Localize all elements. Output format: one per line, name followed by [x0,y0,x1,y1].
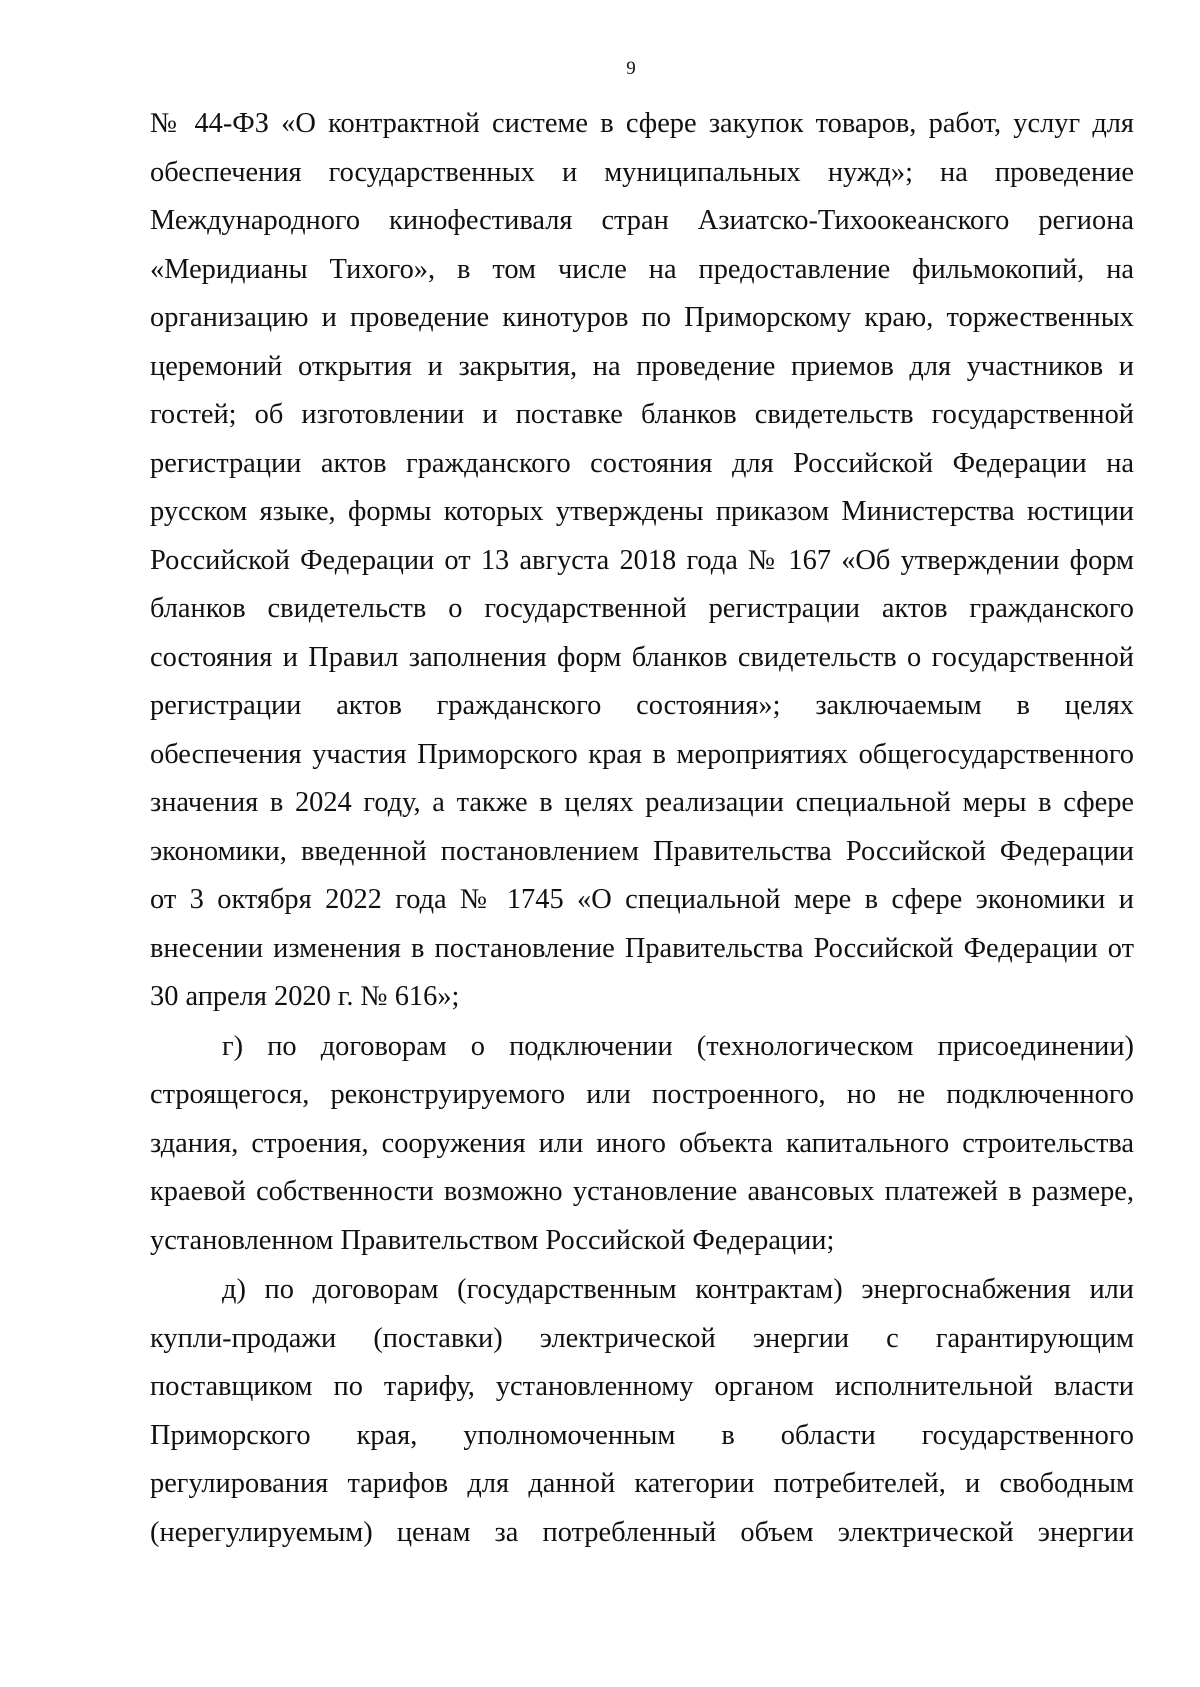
body-text [150,100,1134,1557]
text-line: экономики, введенной постановлением Правительства Российской Федерации [150,835,1134,867]
text-line: купли-продажи (поставки) электрической энергии с гарантирующим [150,1322,1134,1354]
text-line: № 44-ФЗ «О контрактной системе в сфере закупок товаров, работ, услуг для [150,108,1134,139]
text-line: русском языке, формы которых утверждены приказом Министерства юстиции [150,496,1134,527]
text-line: установленном Правительством Российской Федерации; [150,1224,835,1256]
text-line: обеспечения государственных и муниципальных нужд»; на проведение [150,156,1134,188]
text-line: Международного кинофестиваля стран Азиатско-Тихоокеанского региона [150,205,1134,236]
text-line: строящегося, реконструируемого или построенного, но не подключенного [150,1079,1134,1110]
text-line: организацию и проведение кинотуров по Приморскому краю, торжественных [150,302,1134,333]
text-line: (нерегулируемым) ценам за потребленный объем электрической энергии [150,1516,1134,1548]
text-line: «Меридианы Тихого», в том числе на предоставление фильмокопий, на [150,253,1134,285]
text-line: внесении изменения в постановление Правительства Российской Федерации от [150,932,1134,964]
text-line: от 3 октября 2022 года № 1745 «О специальной мере в сфере экономики и [150,884,1134,915]
text-line: здания, строения, сооружения или иного объекта капитального строительства [150,1127,1134,1159]
text-line: состояния и Правил заполнения форм бланков свидетельств о государственной [150,641,1134,673]
text-line: гостей; об изготовлении и поставке бланков свидетельств государственной [150,399,1134,430]
text-line: регистрации актов гражданского состояния»; заключаемым в целях [150,690,1134,721]
text-line: бланков свидетельств о государственной регистрации актов гражданского [150,593,1134,624]
text-line: регистрации актов гражданского состояния для Российской Федерации на [150,447,1134,479]
text-line: Российской Федерации от 13 августа 2018 года № 167 «Об утверждении форм [150,544,1134,576]
text-line: обеспечения участия Приморского края в мероприятиях общегосударственного [150,738,1134,770]
text-line: Приморского края, уполномоченным в области государственного [150,1419,1134,1451]
text-line: значения в 2024 году, а также в целях реализации специальной меры в сфере [150,787,1134,818]
text-line: поставщиком по тарифу, установленному органом исполнительной власти [150,1371,1134,1402]
text-line: 30 апреля 2020 г. № 616»; [150,981,460,1012]
text-line: регулирования тарифов для данной категории потребителей, и свободным [150,1468,1134,1499]
paragraph-first-line: д) по договорам (государственным контрактам) энергоснабжения или [222,1274,1134,1305]
paragraph-first-line: г) по договорам о подключении (технологическом присоединении) [222,1030,1134,1062]
text-line: церемоний открытия и закрытия, на проведение приемов для участников и [150,350,1134,382]
text-line: краевой собственности возможно установление авансовых платежей в размере, [150,1176,1134,1207]
page-number: 9 [626,58,636,79]
